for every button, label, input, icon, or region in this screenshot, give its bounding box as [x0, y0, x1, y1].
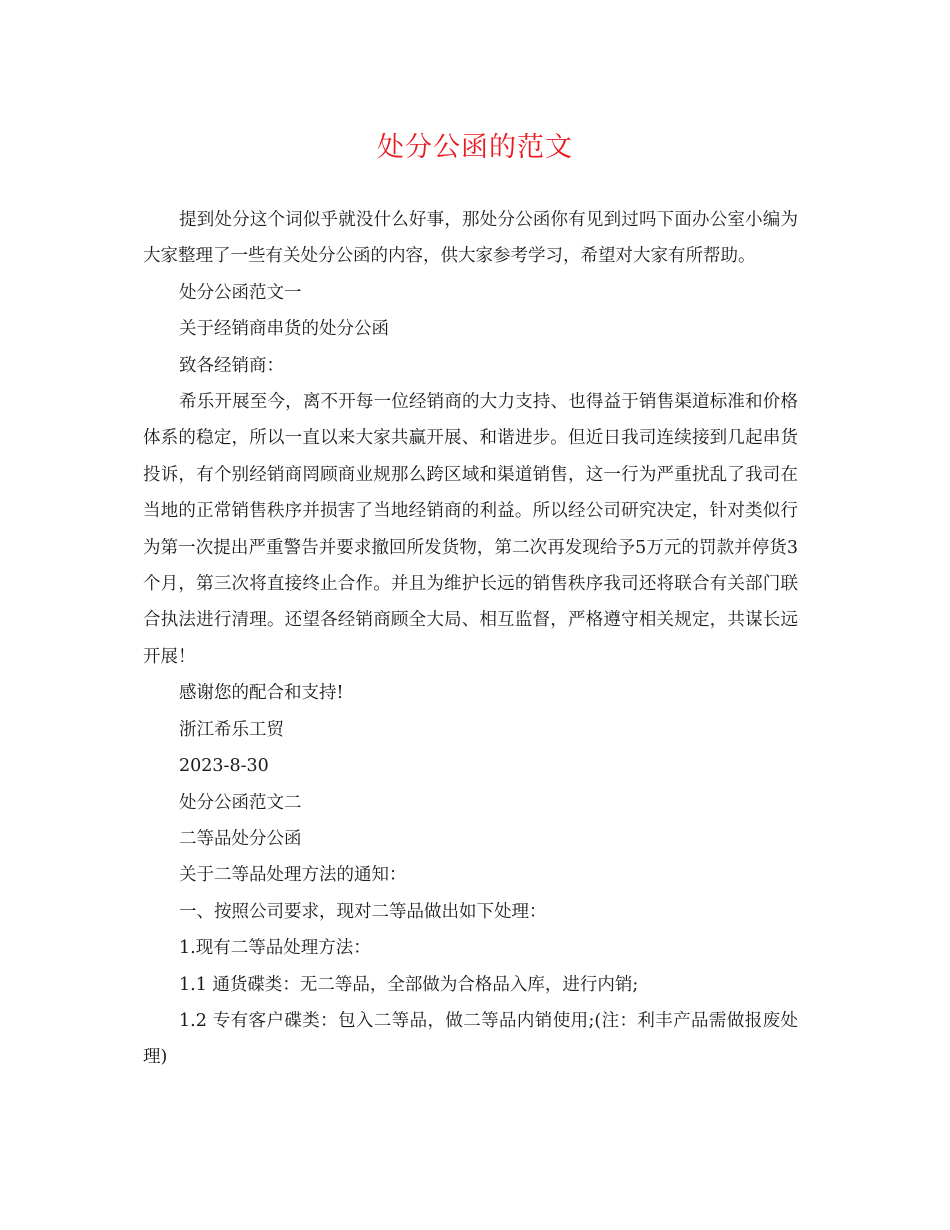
notice-item-1-2: 1.2 专有客户碟类：包入二等品，做二等品内销使用;(注：利丰产品需做报废处理) — [143, 1010, 798, 1068]
notice-section-one: 一、按照公司要求，现对二等品做出如下处理： — [179, 901, 547, 922]
document-title: 处分公函的范文 — [377, 132, 573, 163]
document-body — [143, 202, 798, 1076]
letter-thanks: 感谢您的配合和支持! — [179, 683, 344, 704]
letter-salutation: 致各经销商： — [179, 355, 284, 376]
notice-item-1-1: 1.1 通货碟类：无二等品，全部做为合格品入库，进行内销; — [179, 974, 639, 995]
letter-subject: 关于经销商串货的处分公函 — [179, 319, 389, 340]
notice-title: 二等品处分公函 — [179, 828, 302, 849]
intro-paragraph: 提到处分这个词似乎就没什么好事，那处分公函你有见到过吗下面办公室小编为大家整理了一些有关处分公函的内容，供大家参考学习，希望对大家有所帮助。 — [143, 210, 798, 267]
letter-signature: 浙江希乐工贸 — [179, 719, 284, 740]
sample-two-heading: 处分公函范文二 — [179, 792, 302, 813]
notice-item-1: 1.现有二等品处理方法： — [179, 938, 371, 959]
notice-subject: 关于二等品处理方法的通知： — [179, 865, 407, 886]
letter-body-paragraph: 希乐开展至今，离不开每一位经销商的大力支持、也得益于销售渠道标准和价格体系的稳定，所以一直以来大家共赢开展、和谐进步。但近日我司连续接到几起串货投诉，有个别经销商罔顾商业规那么跨区域和渠道销售，这一行为严重扰乱了我司在当地的正常销售秩序并损害了当地经销商的利益。所以经公司研究决定，针对类似行为第一次提出严重警告并要求撤回所发货物，第二次再发现给予5万元的罚款并停货3个月，第三次将直接终止合作。并且为维护长远的销售秩序我司还将联合有关部门联合执法进行清理。还望各经销商顾全大局、相互监督，严格遵守相关规定，共谋长远开展！ — [143, 392, 798, 667]
letter-date: 2023-8-30 — [179, 756, 269, 777]
sample-one-heading: 处分公函范文一 — [179, 282, 302, 303]
